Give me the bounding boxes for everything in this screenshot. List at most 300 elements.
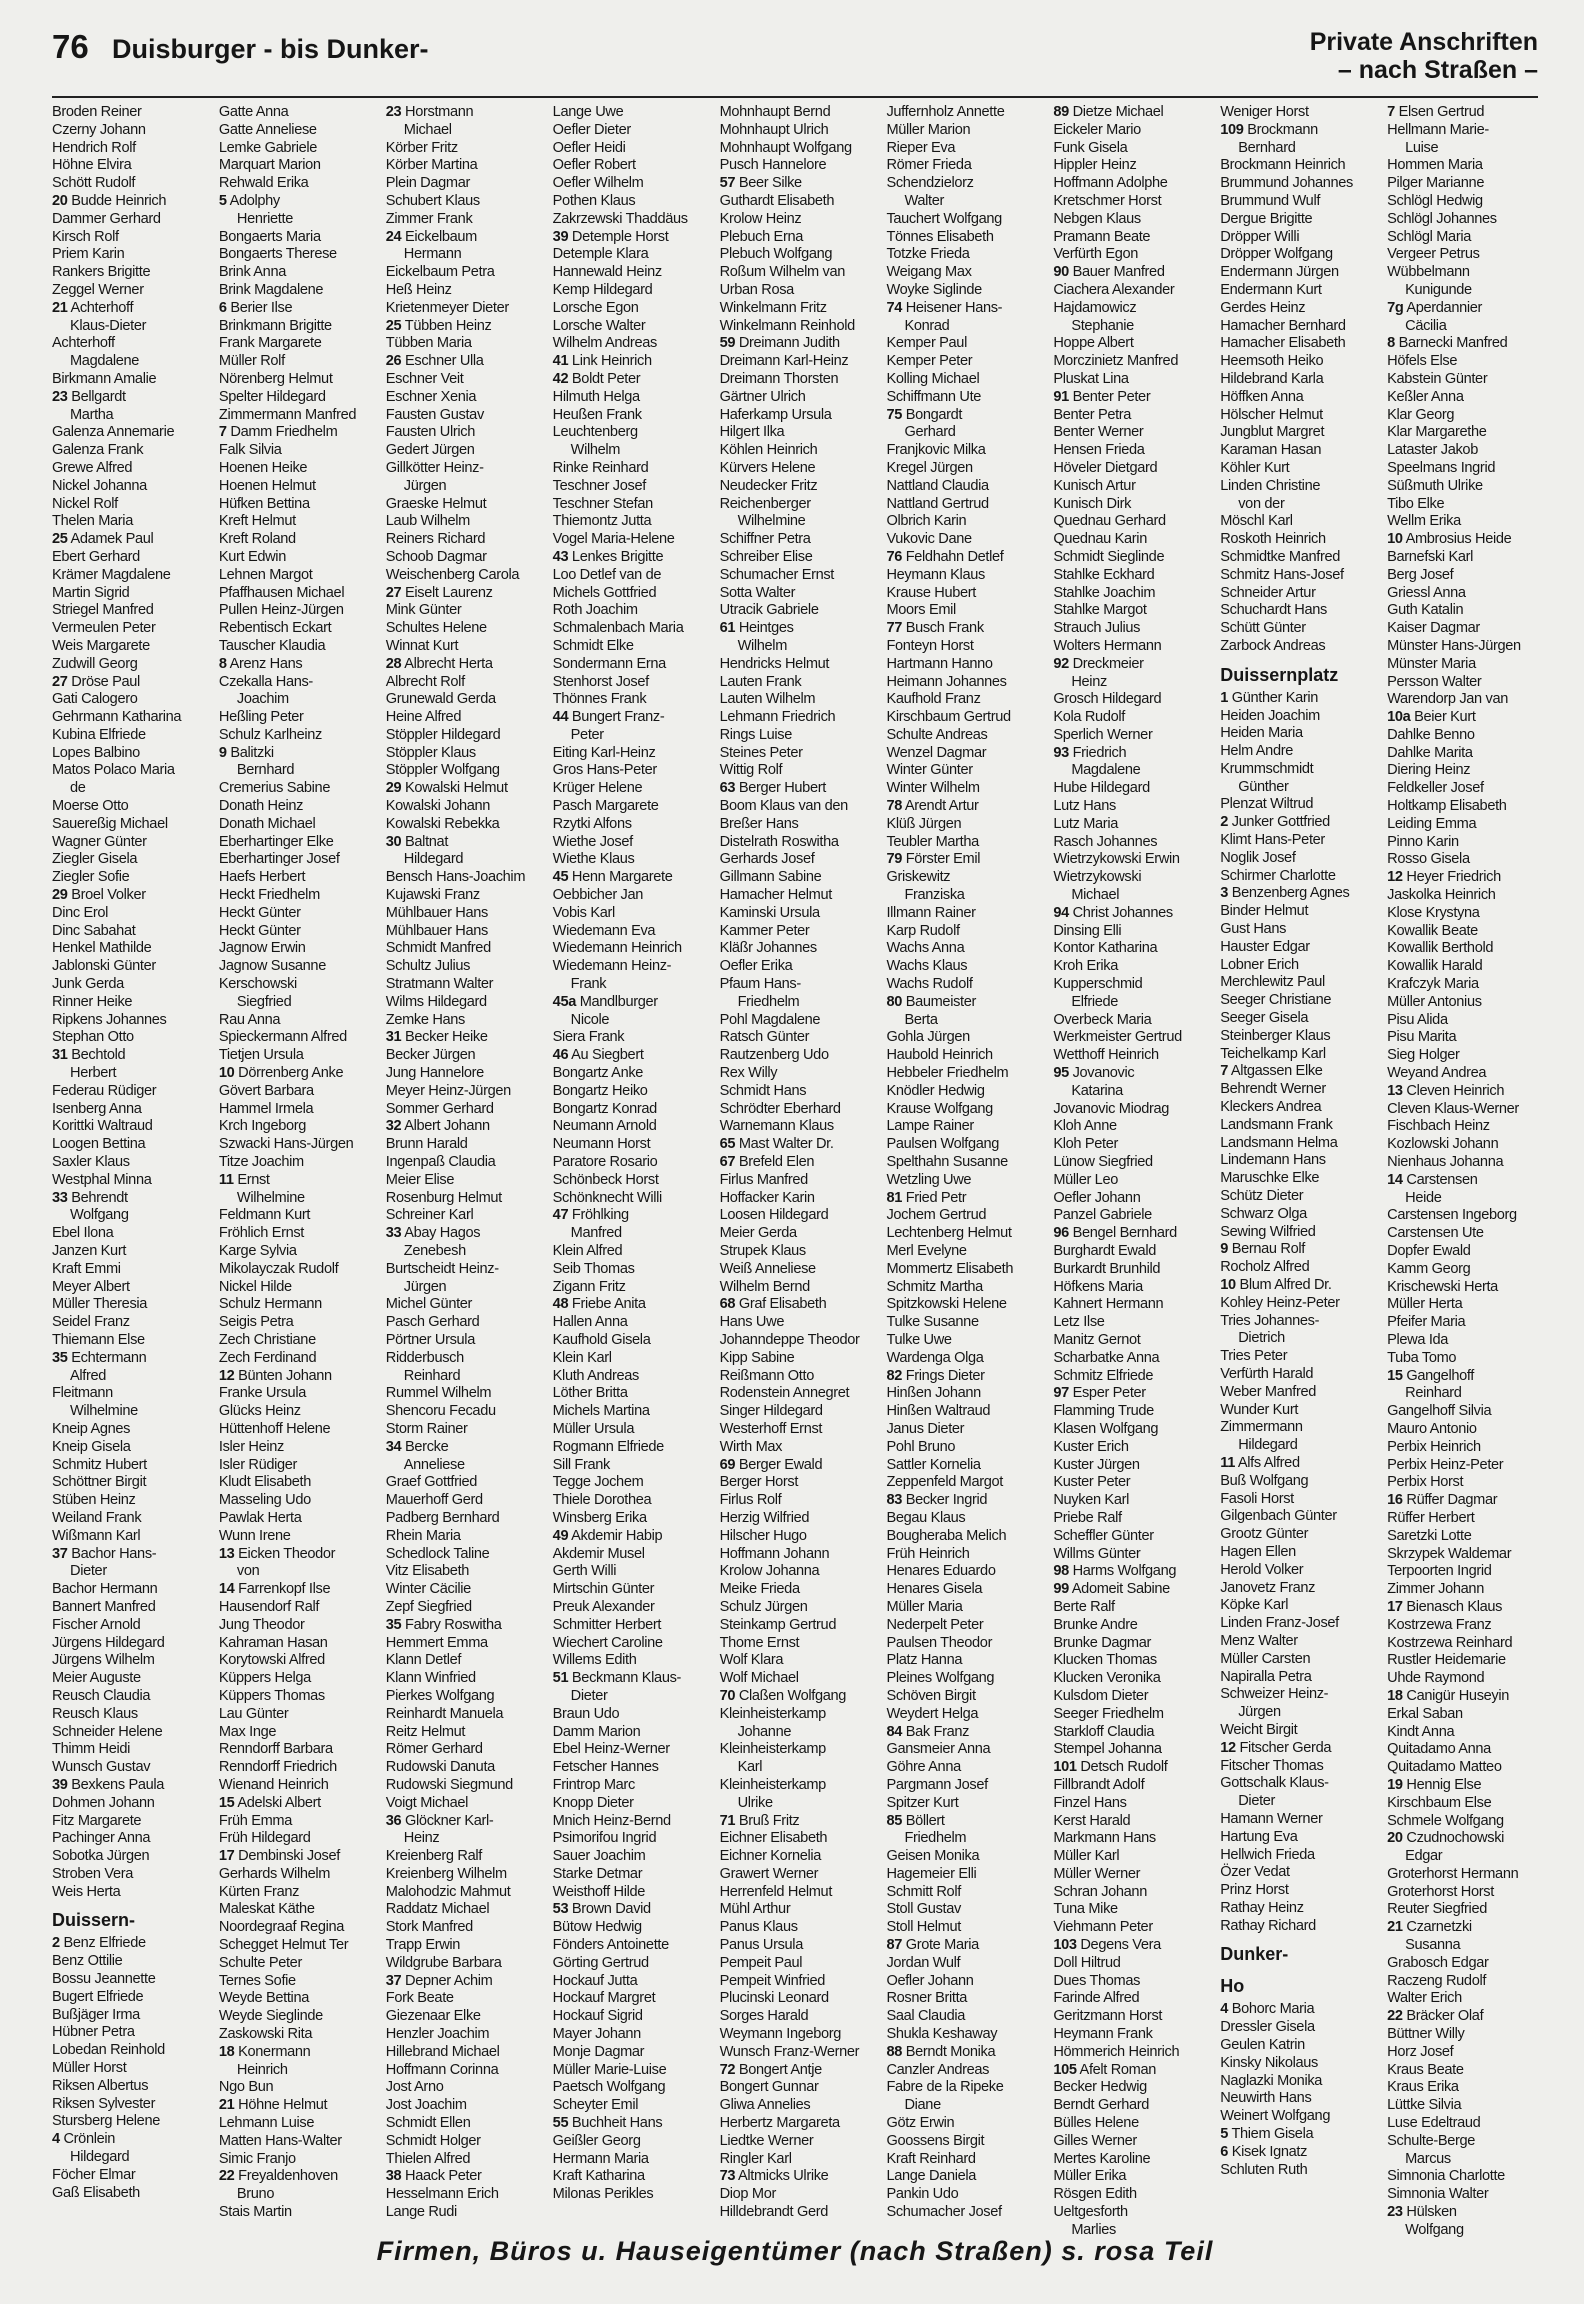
directory-entry: Gati Calogero [52,691,138,708]
directory-entry: Winsberg Erika [552,1509,647,1526]
directory-entry: 95 Jovanovic [1053,1065,1135,1082]
directory-entry: Tries Johannes- [1220,1312,1320,1329]
directory-entry: Donath Heinz [218,798,304,815]
directory-entry: Gust Hans [1220,921,1287,938]
directory-entry: 9 Bernau Rolf [1220,1241,1305,1258]
directory-entry: Keßler Anna [1387,388,1464,405]
directory-entry: Tulke Susanne [886,1314,979,1331]
directory-entry: 17 Bienasch Klaus [1387,1598,1503,1615]
directory-entry: 34 Bercke [385,1438,449,1455]
directory-entry: Malohodzic Mahmut [385,1883,511,1900]
directory-entry: Müller Rolf [218,353,285,370]
directory-entry-continuation: Heinz [403,1830,440,1847]
directory-entry: Plenzat Wiltrud [1220,796,1314,813]
directory-entry: Rudowski Siegmund [385,1776,513,1793]
directory-entry: 51 Beckmann Klaus- [552,1670,682,1687]
directory-entry: Gangelhoff Silvia [1387,1403,1492,1420]
directory-entry: Kabstein Günter [1387,370,1488,387]
directory-entry: Hebbeler Friedhelm [886,1065,1009,1082]
directory-entry: Schulz Jürgen [719,1598,808,1615]
directory-entry: Linden Franz-Josef [1220,1615,1339,1632]
directory-entry: Heß Heinz [385,281,452,298]
directory-entry: Kirschbaum Gertrud [886,709,1011,726]
house-number: 39 [552,228,569,245]
directory-entry: 6 Berier Ilse [218,299,293,316]
directory-entry: Brinkmann Brigitte [218,317,332,334]
directory-entry: Römer Frieda [886,157,972,174]
directory-entry: Paratore Rosario [552,1154,658,1171]
house-number: 33 [385,1225,402,1242]
directory-entry: Westerhoff Ernst [719,1420,823,1437]
directory-entry: Wachs Klaus [886,958,968,975]
directory-entry: Nörenberg Helmut [218,370,333,387]
directory-entry: Weicht Birgit [1220,1721,1298,1738]
house-number: 29 [385,780,402,797]
directory-entry: Pempeit Winfried [719,1972,826,1989]
directory-entry: Tulke Uwe [886,1331,952,1348]
house-number: 9 [218,744,227,761]
directory-entry: Sobotka Jürgen [52,1848,150,1865]
directory-entry: Becker Jürgen [385,1047,476,1064]
directory-entry: 101 Detsch Rudolf [1053,1759,1168,1776]
directory-entry: Rathay Heinz [1220,1899,1304,1916]
house-number: 87 [886,1937,902,1954]
directory-entry: Dahlke Marita [1387,744,1473,761]
directory-entry: Krummschmidt [1220,760,1314,777]
directory-entry: 22 Bräcker Olaf [1387,2008,1484,2025]
house-number: 24 [385,228,402,245]
directory-entry: Eberhartinger Josef [218,851,340,868]
directory-entry: Fork Beate [385,1990,454,2007]
directory-entry: Schmidt Elke [552,637,634,654]
directory-entry: Berger Horst [719,1474,799,1491]
directory-entry: Weyde Bettina [218,1990,309,2007]
directory-entry: Hoffmann Johann [719,1545,830,1562]
directory-entry: Stempel Johanna [1053,1741,1162,1758]
directory-entry: Benter Werner [1053,424,1144,441]
house-number: 98 [1053,1563,1069,1580]
directory-entry: Quitadamo Anna [1387,1741,1491,1758]
directory-entry: Goossens Birgit [886,2132,985,2149]
house-number: 101 [1053,1759,1077,1776]
directory-entry: Müller Leo [1053,1171,1118,1188]
directory-entry: Lutz Hans [1053,798,1116,815]
directory-entry: Fönders Antoinette [552,1937,669,1954]
directory-entry: Schmitz Martha [886,1278,983,1295]
directory-entry: Roßum Wilhelm van [719,264,845,281]
directory-column [719,104,877,2221]
directory-entry: Herold Volker [1220,1561,1304,1578]
directory-entry: Feldkeller Josef [1387,780,1484,797]
directory-entry: Kowallik Harald [1387,958,1483,975]
directory-entry: Padberg Bernhard [385,1509,500,1526]
directory-entry-continuation: Dieter [1238,1793,1276,1810]
house-number: 27 [52,673,68,690]
directory-entry: Leuchtenberg [552,424,638,441]
directory-entry: Vukovic Dane [886,531,972,548]
directory-entry: Hendrich Rolf [52,139,136,156]
house-number: 11 [218,1171,234,1188]
directory-entry: Dreimann Thorsten [719,370,839,387]
directory-entry: Römer Gerhard [385,1741,483,1758]
directory-entry: Cremerius Sabine [218,780,331,797]
directory-entry: Gansmeier Anna [886,1741,991,1758]
directory-entry: Ternes Sofie [218,1972,296,1989]
directory-entry: Wißmann Karl [52,1527,141,1544]
directory-entry: Ueltgesforth [1053,2204,1128,2221]
directory-entry: Weydert Helga [886,1705,979,1722]
directory-entry: Stursberg Helene [52,2113,160,2130]
directory-entry: Panus Ursula [719,1937,803,1954]
directory-entry: Rinner Heike [52,993,133,1010]
directory-entry: Holtkamp Elisabeth [1387,798,1507,815]
directory-entry: Wilhelm Bernd [719,1278,810,1295]
directory-entry: Wellm Erika [1387,513,1461,530]
directory-entry: Gerhards Wilhelm [218,1865,331,1882]
directory-entry: 99 Adomeit Sabine [1053,1581,1170,1598]
directory-entry: Leiding Emma [1387,815,1477,832]
directory-entry: Geisen Monika [886,1848,980,1865]
house-number: 68 [719,1296,736,1313]
directory-entry: Jung Hannelore [385,1065,484,1082]
directory-entry: Tübben Maria [385,335,472,352]
directory-entry: Rosenburg Helmut [385,1189,502,1206]
directory-entry: Klein Alfred [552,1243,623,1259]
directory-entry: Lauten Wilhelm [719,691,816,708]
house-number: 76 [886,548,902,565]
directory-entry: Czerny Johann [52,121,146,138]
directory-entry: 93 Friedrich [1053,744,1127,761]
directory-entry-continuation: Katarina [1071,1082,1123,1099]
house-number: 32 [385,1118,402,1135]
directory-entry: Gilgenbach Günter [1220,1508,1337,1525]
directory-entry: Neudecker Fritz [719,477,818,494]
directory-entry: Krietenmeyer Dieter [385,299,509,316]
directory-entry: Oefler Johann [1053,1189,1141,1206]
directory-entry: Gatte Anna [218,104,289,120]
directory-entry: Pullen Heinz-Jürgen [218,602,344,619]
directory-entry: Wunder Kurt [1220,1401,1299,1418]
directory-entry: Winkelmann Fritz [719,299,827,316]
directory-entry: Schultes Helene [385,620,487,637]
directory-entry: Buß Wolfgang [1220,1472,1309,1489]
directory-entry: Priebe Ralf [1053,1509,1122,1526]
directory-entry-continuation: Luise [1405,139,1439,156]
directory-entry: Stroben Vera [52,1865,133,1882]
directory-entry: Özer Vedat [1220,1864,1290,1881]
directory-entry: Merl Evelyne [886,1243,967,1259]
directory-entry: Weiland Frank [52,1509,142,1526]
directory-entry: Detemple Klara [552,246,649,263]
directory-entry: Kluth Andreas [552,1367,639,1384]
house-number: 15 [218,1794,235,1811]
directory-entry: Naglazki Monika [1220,2072,1323,2089]
directory-entry: Laub Wilhelm [385,513,470,530]
house-number: 13 [218,1545,235,1562]
directory-entry: Wienand Heinrich [218,1776,329,1793]
directory-entry: 47 Fröhlking [552,1207,629,1224]
house-number: 2 [1220,814,1229,831]
house-number: 34 [385,1438,402,1455]
directory-entry: Wolf Michael [719,1670,799,1687]
directory-entry: Hausendorf Ralf [218,1598,320,1615]
directory-entry: Brink Anna [218,264,286,281]
directory-entry: Pörtner Ursula [385,1331,475,1348]
house-number: 10 [1387,531,1403,548]
directory-entry: Persson Walter [1387,673,1482,690]
directory-entry: Ebel Ilona [52,1225,114,1242]
directory-entry: Zemke Hans [385,1011,466,1028]
directory-entry: Grootz Günter [1220,1526,1309,1543]
directory-entry: Schmidt Ellen [385,2115,471,2132]
directory-entry: Kludt Elisabeth [218,1474,311,1491]
directory-entry: Michel Günter [385,1296,473,1313]
directory-entry: Hüfken Bettina [218,495,310,512]
directory-entry: 65 Mast Walter Dr. [719,1136,834,1153]
directory-column [1387,104,1544,2238]
directory-entry: Nienhaus Johanna [1387,1154,1504,1171]
directory-entry: Kirschbaum Else [1387,1794,1492,1811]
directory-entry: Reuter Siegfried [1387,1901,1487,1918]
directory-entry-continuation: Cäcilia [1405,317,1447,334]
directory-entry: Hesselmann Erich [385,2186,499,2203]
directory-entry: Eschner Xenia [385,388,477,405]
directory-entry-continuation: Stephanie [1071,317,1134,334]
directory-entry: Reitz Helmut [385,1723,466,1740]
directory-entry: Rustler Heidemarie [1387,1652,1506,1669]
directory-entry: Kowallik Beate [1387,922,1478,939]
directory-entry-continuation: Friedhelm [737,993,800,1010]
house-number: 63 [719,780,736,797]
directory-entry: Schönbeck Horst [552,1171,659,1188]
directory-entry: Wietrzykowski [1053,869,1142,886]
directory-entry: Schneider Artur [1220,584,1316,601]
directory-entry: Dröpper Willi [1220,228,1300,245]
directory-entry: Hommen Maria [1387,157,1483,174]
directory-entry: Fetscher Hannes [552,1759,659,1776]
directory-entry: Knopp Dieter [552,1794,634,1811]
directory-entry: Grabosch Edgar [1387,1954,1489,1971]
directory-entry: Hölscher Helmut [1220,406,1323,423]
house-number: 19 [1387,1776,1403,1793]
directory-entry: Riksen Sylvester [52,2095,156,2112]
directory-entry: Eichner Elisabeth [719,1830,828,1847]
house-number: 80 [886,993,902,1010]
directory-entry: Jürgens Wilhelm [52,1652,155,1669]
directory-entry: Lau Günter [218,1705,289,1722]
directory-entry: Küppers Helga [218,1670,311,1687]
directory-entry: Kolling Michael [886,370,980,387]
directory-entry-continuation: von der [1238,495,1285,512]
house-number: 7 [1387,104,1395,120]
house-number: 8 [1387,335,1395,352]
directory-entry: Gövert Barbara [218,1082,314,1099]
directory-entry: Wagner Günter [52,833,147,850]
directory-entry: Kulsdom Dieter [1053,1687,1149,1704]
directory-entry: Stahlke Margot [1053,602,1147,619]
directory-entry: Dinsing Elli [1053,922,1122,939]
directory-entry: Kaiser Dagmar [1387,620,1480,637]
directory-entry: 55 Buchheit Hans [552,2115,663,2132]
directory-entry: 94 Christ Johannes [1053,904,1173,921]
directory-entry: Schöven Birgit [886,1687,976,1704]
house-number: 103 [1053,1937,1077,1954]
directory-columns [52,104,1544,2238]
directory-entry: Wolf Klara [719,1652,784,1669]
directory-entry: Mauro Antonio [1387,1420,1477,1437]
house-number: 5 [218,192,227,209]
house-number: 37 [385,1972,402,1989]
directory-entry: Heymann Klaus [886,566,985,583]
directory-entry: Pasch Gerhard [385,1314,480,1331]
directory-entry: Schiffner Petra [719,531,811,548]
directory-entry: Gillmann Sabine [719,869,822,886]
directory-entry: Sauer Joachim [552,1848,646,1865]
directory-entry: 9 Balitzki [218,744,274,761]
directory-entry: 77 Busch Frank [886,620,984,637]
directory-entry: Klar Margarethe [1387,424,1487,441]
directory-entry: Graef Gottfried [385,1474,478,1491]
directory-entry: Dohmen Johann [52,1794,155,1811]
directory-entry-continuation: Magdalene [1071,762,1141,779]
directory-entry: Pothen Klaus [552,192,636,209]
directory-entry: Schulte-Berge [1387,2132,1476,2149]
directory-entry: Kowalski Rebekka [385,815,500,832]
directory-entry: Müller Werner [1053,1865,1141,1882]
directory-entry: Jaskolka Heinrich [1387,887,1496,904]
directory-entry: Pusch Hannelore [719,157,827,174]
directory-entry: Pfaum Hans- [719,976,801,993]
directory-entry: Ebel Heinz-Werner [552,1741,670,1758]
directory-entry: Hauster Edgar [1220,938,1310,955]
directory-entry: Heckt Friedhelm [218,887,320,904]
directory-entry-continuation: Jürgen [403,1278,447,1295]
directory-entry: 26 Eschner Ulla [385,353,484,370]
directory-entry: Lobner Erich [1220,956,1299,973]
directory-entry: Wiedemann Heinrich [552,940,682,957]
directory-entry: 22 Freyaldenhoven [218,2168,338,2185]
directory-entry: Hagen Ellen [1220,1543,1296,1560]
directory-entry-continuation: Ulrike [737,1794,773,1811]
directory-entry: Wiethe Klaus [552,851,635,868]
house-number: 79 [886,851,902,868]
directory-entry-continuation: Manfred [570,1225,622,1242]
directory-entry: Distelrath Roswitha [719,833,839,850]
directory-entry: Franke Ursula [218,1385,306,1402]
directory-entry: Jablonski Günter [52,958,156,975]
directory-entry: Schulte Peter [218,1954,302,1971]
directory-entry: Höfkens Maria [1053,1278,1143,1295]
directory-entry: 23 Horstmann [385,104,474,120]
directory-entry: Marquart Marion [218,157,321,174]
directory-entry: Krafczyk Maria [1387,976,1479,993]
house-number: 78 [886,798,902,815]
directory-entry-continuation: Heinrich [236,2061,288,2078]
directory-entry: Pluskat Lina [1053,370,1129,387]
directory-entry: Sewing Wilfried [1220,1223,1316,1240]
house-number: 14 [218,1581,235,1598]
directory-entry: Quednau Gerhard [1053,513,1166,530]
house-number: 73 [719,2168,736,2185]
directory-entry: Pohl Magdalene [719,1011,821,1028]
directory-entry: Becker Hedwig [1053,2079,1147,2096]
directory-entry: Fleitmann [52,1385,113,1402]
directory-entry: Gehrmann Katharina [52,709,182,726]
page-header [52,26,1538,98]
directory-entry: Hippler Heinz [1053,157,1137,174]
directory-entry: Kamm Georg [1387,1260,1471,1277]
directory-entry: 14 Farrenkopf Ilse [218,1581,331,1598]
directory-entry: Perbix Heinz-Peter [1387,1456,1504,1473]
directory-entry: Platz Hanna [886,1652,963,1669]
house-number: 42 [552,370,569,387]
directory-entry: Boom Klaus van den [719,798,848,815]
directory-entry-continuation: Herbert [70,1065,117,1082]
directory-entry: Fasoli Horst [1220,1490,1294,1507]
directory-entry: Utracik Gabriele [719,602,819,619]
directory-entry: Kipp Sabine [719,1349,795,1366]
directory-entry: Hemmert Emma [385,1634,488,1651]
directory-entry: Lehmann Friedrich [719,709,836,726]
directory-entry: Oefler Erika [719,958,793,975]
directory-entry: Müller Theresia [52,1296,148,1313]
directory-entry-continuation: Hildegard [70,2149,130,2166]
directory-entry: Dinc Sabahat [52,922,136,939]
directory-entry: Fischbach Heinz [1387,1118,1490,1135]
directory-column [1053,104,1210,2238]
directory-entry: Kupperschmid [1053,976,1143,993]
directory-entry: Müller Erika [1053,2168,1127,2185]
directory-entry: Masseling Udo [218,1492,311,1509]
directory-entry: Zaskowski Rita [218,2026,313,2043]
directory-entry: Schmidtke Manfred [1220,548,1341,565]
directory-entry: Schumacher Josef [886,2204,1002,2221]
directory-entry: Stahlke Joachim [1053,584,1156,601]
directory-entry: Hans Uwe [719,1314,785,1331]
directory-entry: Heiden Joachim [1220,707,1320,724]
directory-entry: Stöppler Hildegard [385,726,501,743]
directory-entry: Braun Udo [552,1705,620,1722]
directory-entry: Bongaerts Maria [218,228,321,245]
directory-entry: Tauchert Wolfgang [886,210,1002,227]
directory-entry: Totzke Frieda [886,246,970,263]
directory-entry-continuation: Klaus-Dieter [70,317,147,334]
directory-entry: Kraus Beate [1387,2061,1464,2078]
directory-entry: Riksen Albertus [52,2077,149,2094]
directory-entry: Uhde Raymond [1387,1670,1485,1687]
directory-entry-continuation: Frank [570,976,607,993]
directory-entry: Köhlen Heinrich [719,442,818,459]
directory-entry: Viehmann Peter [1053,1919,1153,1936]
directory-entry: Galenza Annemarie [52,424,175,441]
directory-entry: Damm Marion [552,1723,641,1740]
directory-entry: Pleines Wolfgang [886,1670,995,1687]
directory-entry: Bütow Hedwig [552,1919,642,1936]
directory-entry: Dopfer Ewald [1387,1243,1471,1259]
directory-entry: Krause Wolfgang [886,1100,993,1117]
directory-entry: Seidel Franz [52,1314,130,1331]
directory-entry: Grosch Hildegard [1053,691,1162,708]
house-number: 97 [1053,1385,1069,1402]
directory-entry: Rzytki Alfons [552,815,632,832]
directory-entry: Gedert Jürgen [385,442,475,459]
house-number: 6 [218,299,227,316]
directory-entry: Kloh Anne [1053,1118,1117,1135]
directory-entry: Müller Antonius [1387,993,1482,1010]
directory-entry: Hellwich Frieda [1220,1846,1315,1863]
directory-entry: Vermeulen Peter [52,620,156,637]
directory-entry: Meike Frieda [719,1581,800,1598]
